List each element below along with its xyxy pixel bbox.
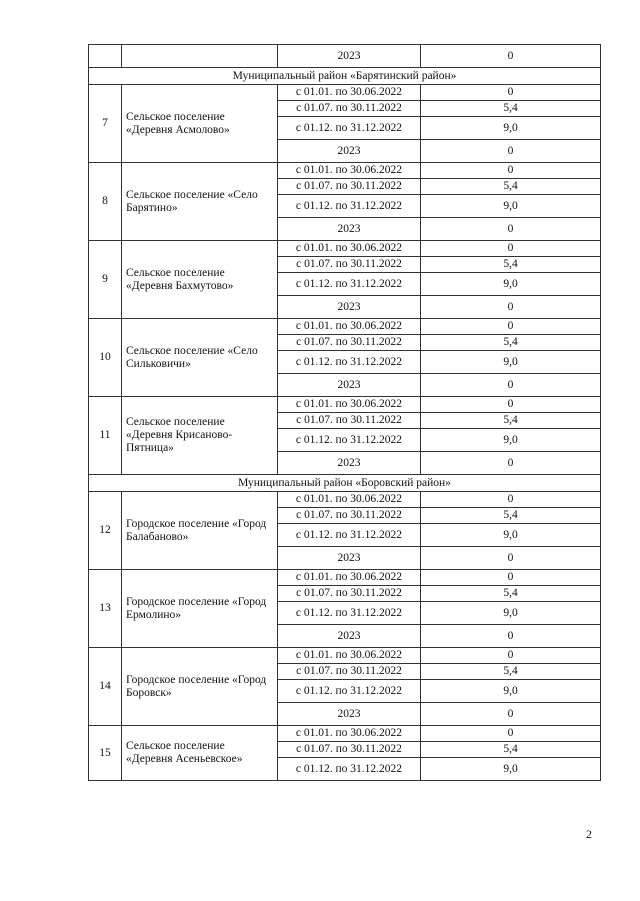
period-cell: с 01.12. по 31.12.2022: [278, 680, 421, 703]
period-cell: с 01.07. по 30.11.2022: [278, 586, 421, 602]
value-cell: 0: [421, 492, 601, 508]
period-cell: с 01.01. по 30.06.2022: [278, 570, 421, 586]
value-cell: 0: [421, 726, 601, 742]
row-number-cell: 11: [89, 397, 122, 475]
value-cell: 5,4: [421, 179, 601, 195]
value-cell: 0: [421, 85, 601, 101]
period-cell: с 01.12. по 31.12.2022: [278, 602, 421, 625]
value-cell: 5,4: [421, 101, 601, 117]
value-cell: 9,0: [421, 680, 601, 703]
period-cell: 2023: [278, 140, 421, 163]
period-cell: с 01.07. по 30.11.2022: [278, 664, 421, 680]
value-cell: 9,0: [421, 602, 601, 625]
value-cell: 5,4: [421, 664, 601, 680]
settlement-name-cell: Городское поселение «Город Ермолино»: [122, 570, 278, 648]
period-cell: с 01.07. по 30.11.2022: [278, 179, 421, 195]
value-cell: 9,0: [421, 273, 601, 296]
period-cell: с 01.01. по 30.06.2022: [278, 726, 421, 742]
value-cell: 0: [421, 163, 601, 179]
period-cell: с 01.07. по 30.11.2022: [278, 335, 421, 351]
row-number-cell: 9: [89, 241, 122, 319]
value-cell: 5,4: [421, 335, 601, 351]
row-number-cell: [89, 45, 122, 68]
value-cell: 0: [421, 648, 601, 664]
value-cell: 0: [421, 397, 601, 413]
table-row: [89, 163, 601, 179]
district-title: Муниципальный район «Барятинский район»: [89, 68, 601, 85]
period-cell: 2023: [278, 452, 421, 475]
value-cell: 9,0: [421, 429, 601, 452]
period-cell: 2023: [278, 374, 421, 397]
row-number-cell: 8: [89, 163, 122, 241]
table-row: [89, 241, 601, 257]
period-cell: с 01.01. по 30.06.2022: [278, 648, 421, 664]
value-cell: 0: [421, 452, 601, 475]
period-cell: с 01.12. по 31.12.2022: [278, 429, 421, 452]
value-cell: 0: [421, 374, 601, 397]
settlement-name-cell: Городское поселение «Город Балабаново»: [122, 492, 278, 570]
period-cell: 2023: [278, 45, 421, 68]
table-row: [89, 319, 601, 335]
page-number: 2: [586, 827, 592, 841]
table-row: [89, 570, 601, 586]
period-cell: с 01.07. по 30.11.2022: [278, 508, 421, 524]
table-row: [89, 492, 601, 508]
settlement-name-cell: Сельское поселение «Деревня Асеньевское»: [122, 726, 278, 781]
period-cell: с 01.07. по 30.11.2022: [278, 257, 421, 273]
settlement-name-cell: Сельское поселение «Деревня Бахмутово»: [122, 241, 278, 319]
settlement-name-cell: Сельское поселение «Деревня Асмолово»: [122, 85, 278, 163]
row-number-cell: 12: [89, 492, 122, 570]
value-cell: 0: [421, 296, 601, 319]
period-cell: с 01.01. по 30.06.2022: [278, 85, 421, 101]
value-cell: 0: [421, 625, 601, 648]
district-header-row: [89, 475, 601, 492]
row-number-cell: 7: [89, 85, 122, 163]
period-cell: с 01.01. по 30.06.2022: [278, 492, 421, 508]
value-cell: 5,4: [421, 257, 601, 273]
row-number-cell: 10: [89, 319, 122, 397]
period-cell: с 01.12. по 31.12.2022: [278, 758, 421, 781]
period-cell: 2023: [278, 218, 421, 241]
value-cell: 9,0: [421, 758, 601, 781]
period-cell: с 01.12. по 31.12.2022: [278, 117, 421, 140]
value-cell: 0: [421, 218, 601, 241]
period-cell: с 01.12. по 31.12.2022: [278, 195, 421, 218]
value-cell: 0: [421, 570, 601, 586]
period-cell: 2023: [278, 296, 421, 319]
row-number-cell: 15: [89, 726, 122, 781]
table-row: [89, 726, 601, 742]
settlement-name-cell: Городское поселение «Город Боровск»: [122, 648, 278, 726]
value-cell: 9,0: [421, 117, 601, 140]
row-number-cell: 14: [89, 648, 122, 726]
period-cell: с 01.01. по 30.06.2022: [278, 163, 421, 179]
period-cell: с 01.12. по 31.12.2022: [278, 273, 421, 296]
period-cell: с 01.01. по 30.06.2022: [278, 397, 421, 413]
period-cell: с 01.07. по 30.11.2022: [278, 413, 421, 429]
value-cell: 9,0: [421, 195, 601, 218]
settlement-name-cell: Сельское поселение «Деревня Крисаново-Пятница»: [122, 397, 278, 475]
value-cell: 5,4: [421, 508, 601, 524]
period-cell: 2023: [278, 703, 421, 726]
settlement-name-cell: Сельское поселение «Село Барятино»: [122, 163, 278, 241]
period-cell: с 01.12. по 31.12.2022: [278, 351, 421, 374]
table-row: [89, 397, 601, 413]
value-cell: 5,4: [421, 586, 601, 602]
table-row: [89, 45, 601, 68]
period-cell: 2023: [278, 547, 421, 570]
table-row: [89, 85, 601, 101]
period-cell: с 01.01. по 30.06.2022: [278, 319, 421, 335]
period-cell: с 01.07. по 30.11.2022: [278, 101, 421, 117]
value-cell: 9,0: [421, 351, 601, 374]
period-cell: с 01.07. по 30.11.2022: [278, 742, 421, 758]
period-cell: с 01.12. по 31.12.2022: [278, 524, 421, 547]
value-cell: 0: [421, 140, 601, 163]
period-cell: с 01.01. по 30.06.2022: [278, 241, 421, 257]
value-cell: 5,4: [421, 742, 601, 758]
period-cell: 2023: [278, 625, 421, 648]
value-cell: 0: [421, 319, 601, 335]
district-header-row: [89, 68, 601, 85]
district-title: Муниципальный район «Боровский район»: [89, 475, 601, 492]
table-row: [89, 648, 601, 664]
value-cell: 0: [421, 703, 601, 726]
value-cell: 0: [421, 547, 601, 570]
value-cell: 0: [421, 45, 601, 68]
value-cell: 9,0: [421, 524, 601, 547]
value-cell: 5,4: [421, 413, 601, 429]
settlement-name-cell: [122, 45, 278, 68]
row-number-cell: 13: [89, 570, 122, 648]
value-cell: 0: [421, 241, 601, 257]
tariff-table: [88, 44, 601, 781]
settlement-name-cell: Сельское поселение «Село Сильковичи»: [122, 319, 278, 397]
